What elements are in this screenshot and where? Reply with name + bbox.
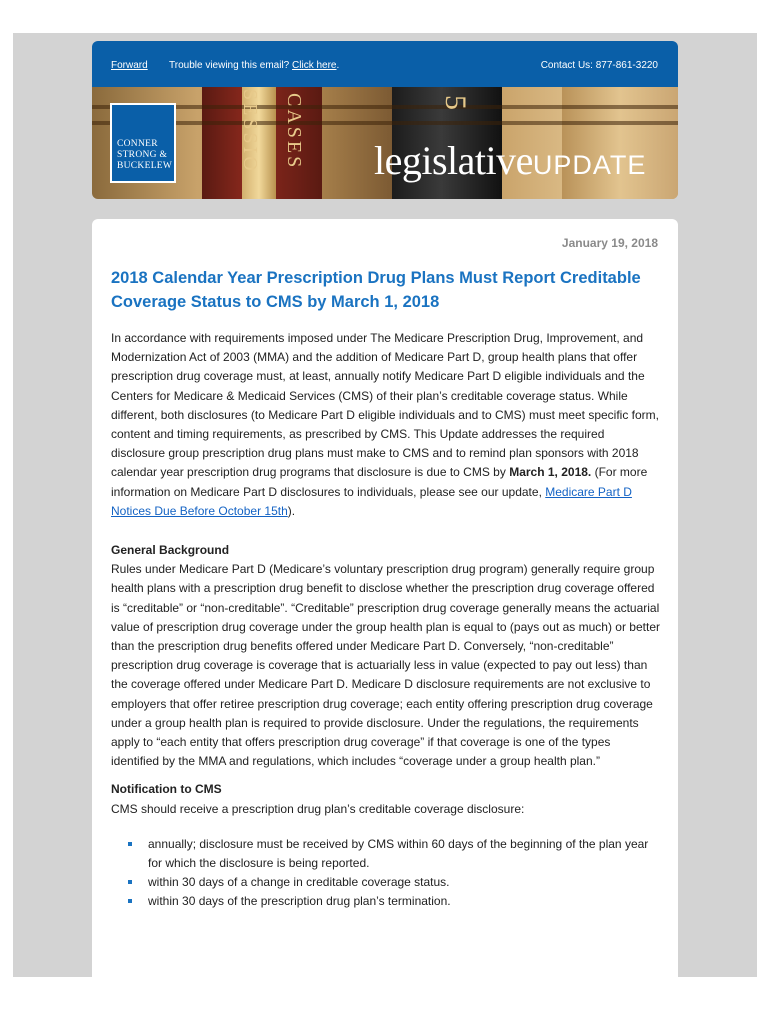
newsletter-title-main: legislative (374, 138, 533, 183)
spine-text-volume: 5 (439, 95, 472, 113)
click-here-link[interactable]: Click here (292, 60, 337, 71)
article-body (111, 329, 661, 912)
contact-phone: Contact Us: 877-861-3220 (540, 60, 658, 71)
banner-image (92, 87, 678, 199)
trouble-viewing-text (169, 60, 339, 71)
newsletter-title (374, 139, 646, 187)
list-item: within 30 days of the prescription drug plan’s termination. (128, 892, 661, 911)
trouble-viewing-label: Trouble viewing this email? (169, 60, 290, 71)
intro-end: ). (287, 503, 296, 518)
logo-line: CONNER (117, 139, 158, 149)
forward-link[interactable]: Forward (111, 60, 148, 71)
spine-band (92, 105, 678, 109)
article-card (92, 219, 678, 1024)
spine-text-sessions: SESSIO (239, 89, 261, 174)
notification-list (111, 835, 661, 912)
intro-after: (For more information on Medicare Part D disclosures to individuals, please see our update, (111, 465, 648, 499)
top-bar (92, 41, 678, 87)
company-logo (110, 103, 176, 183)
section-heading-notification: Notification to CMS (111, 782, 222, 797)
trouble-suffix: . (336, 60, 340, 71)
section-body-background: Rules under Medicare Part D (Medicare’s voluntary prescription drug program) generally require group health plans with a prescription drug benefit to disclose whether the prescription drug coverage offered is “creditable” or “non-creditable”. “Creditable” prescription drug coverage generally means the actuarial value of prescription drug coverage under the group health plan is equal to (pays out as much) or better than the prescription drug benefits offered under Medicare Part D. Conversely, “non-creditable” prescription drug coverage is coverage that is actuarially less in value (expected to pay out less) than the coverage offered under Medicare Part D. Medicare D disclosure requirements are not exclusive to employers that offer retiree prescription drug coverage; each entity offering prescription drug coverage under a group health plan is required to provide disclosure. Under the regulations, the requirements apply to “each entity that offers prescription drug coverage” if that coverage is one of the types identified by the MMA and regulations, which includes “coverage under a group health plan.” (111, 562, 660, 769)
medicare-notices-link[interactable]: Medicare Part D Notices Due Before October 15th (111, 484, 632, 518)
section-heading-background: General Background (111, 543, 230, 558)
section-body-notification: CMS should receive a prescription drug plan’s creditable coverage disclosure: (111, 801, 525, 816)
logo-line: BUCKELEW (117, 161, 173, 171)
spine-text-cases: CASES (283, 93, 305, 171)
email-header (92, 41, 678, 199)
article-date: January 19, 2018 (561, 236, 658, 250)
list-item: annually; disclosure must be received by CMS within 60 days of the beginning of the plan year for which the disclosure is being reported. (128, 835, 661, 873)
logo-line: STRONG & (117, 150, 168, 160)
article-headline: 2018 Calendar Year Prescription Drug Plans Must Report Creditable Coverage Status to CMS by March 1, 2018 (111, 269, 641, 311)
intro-text: In accordance with requirements imposed under The Medicare Prescription Drug, Improvement, and Modernization Act of 2003 (MMA) and the addition of Medicare Part D, group health plans that offer prescription drug coverage must, at least, annually notify Medicare Part D eligible individuals and the Centers for Medicare & Medicaid Services (CMS) of their plan’s creditable coverage status. While different, both disclosures (to Medicare Part D eligible individuals and to CMS) must meet specific form, content and timing requirements, as prescribed by CMS. This Update addresses the required disclosure group prescription drug plans must make to CMS and to remind plan sponsors with 2018 calendar year prescription drug programs that disclosure is due to CMS by (111, 331, 660, 480)
spine-band (92, 121, 678, 125)
intro-deadline: March 1, 2018. (509, 465, 592, 480)
list-item: within 30 days of a change in creditable coverage status. (128, 873, 661, 892)
newsletter-title-accent: UPDATE (532, 150, 647, 180)
intro-paragraph (111, 329, 661, 521)
